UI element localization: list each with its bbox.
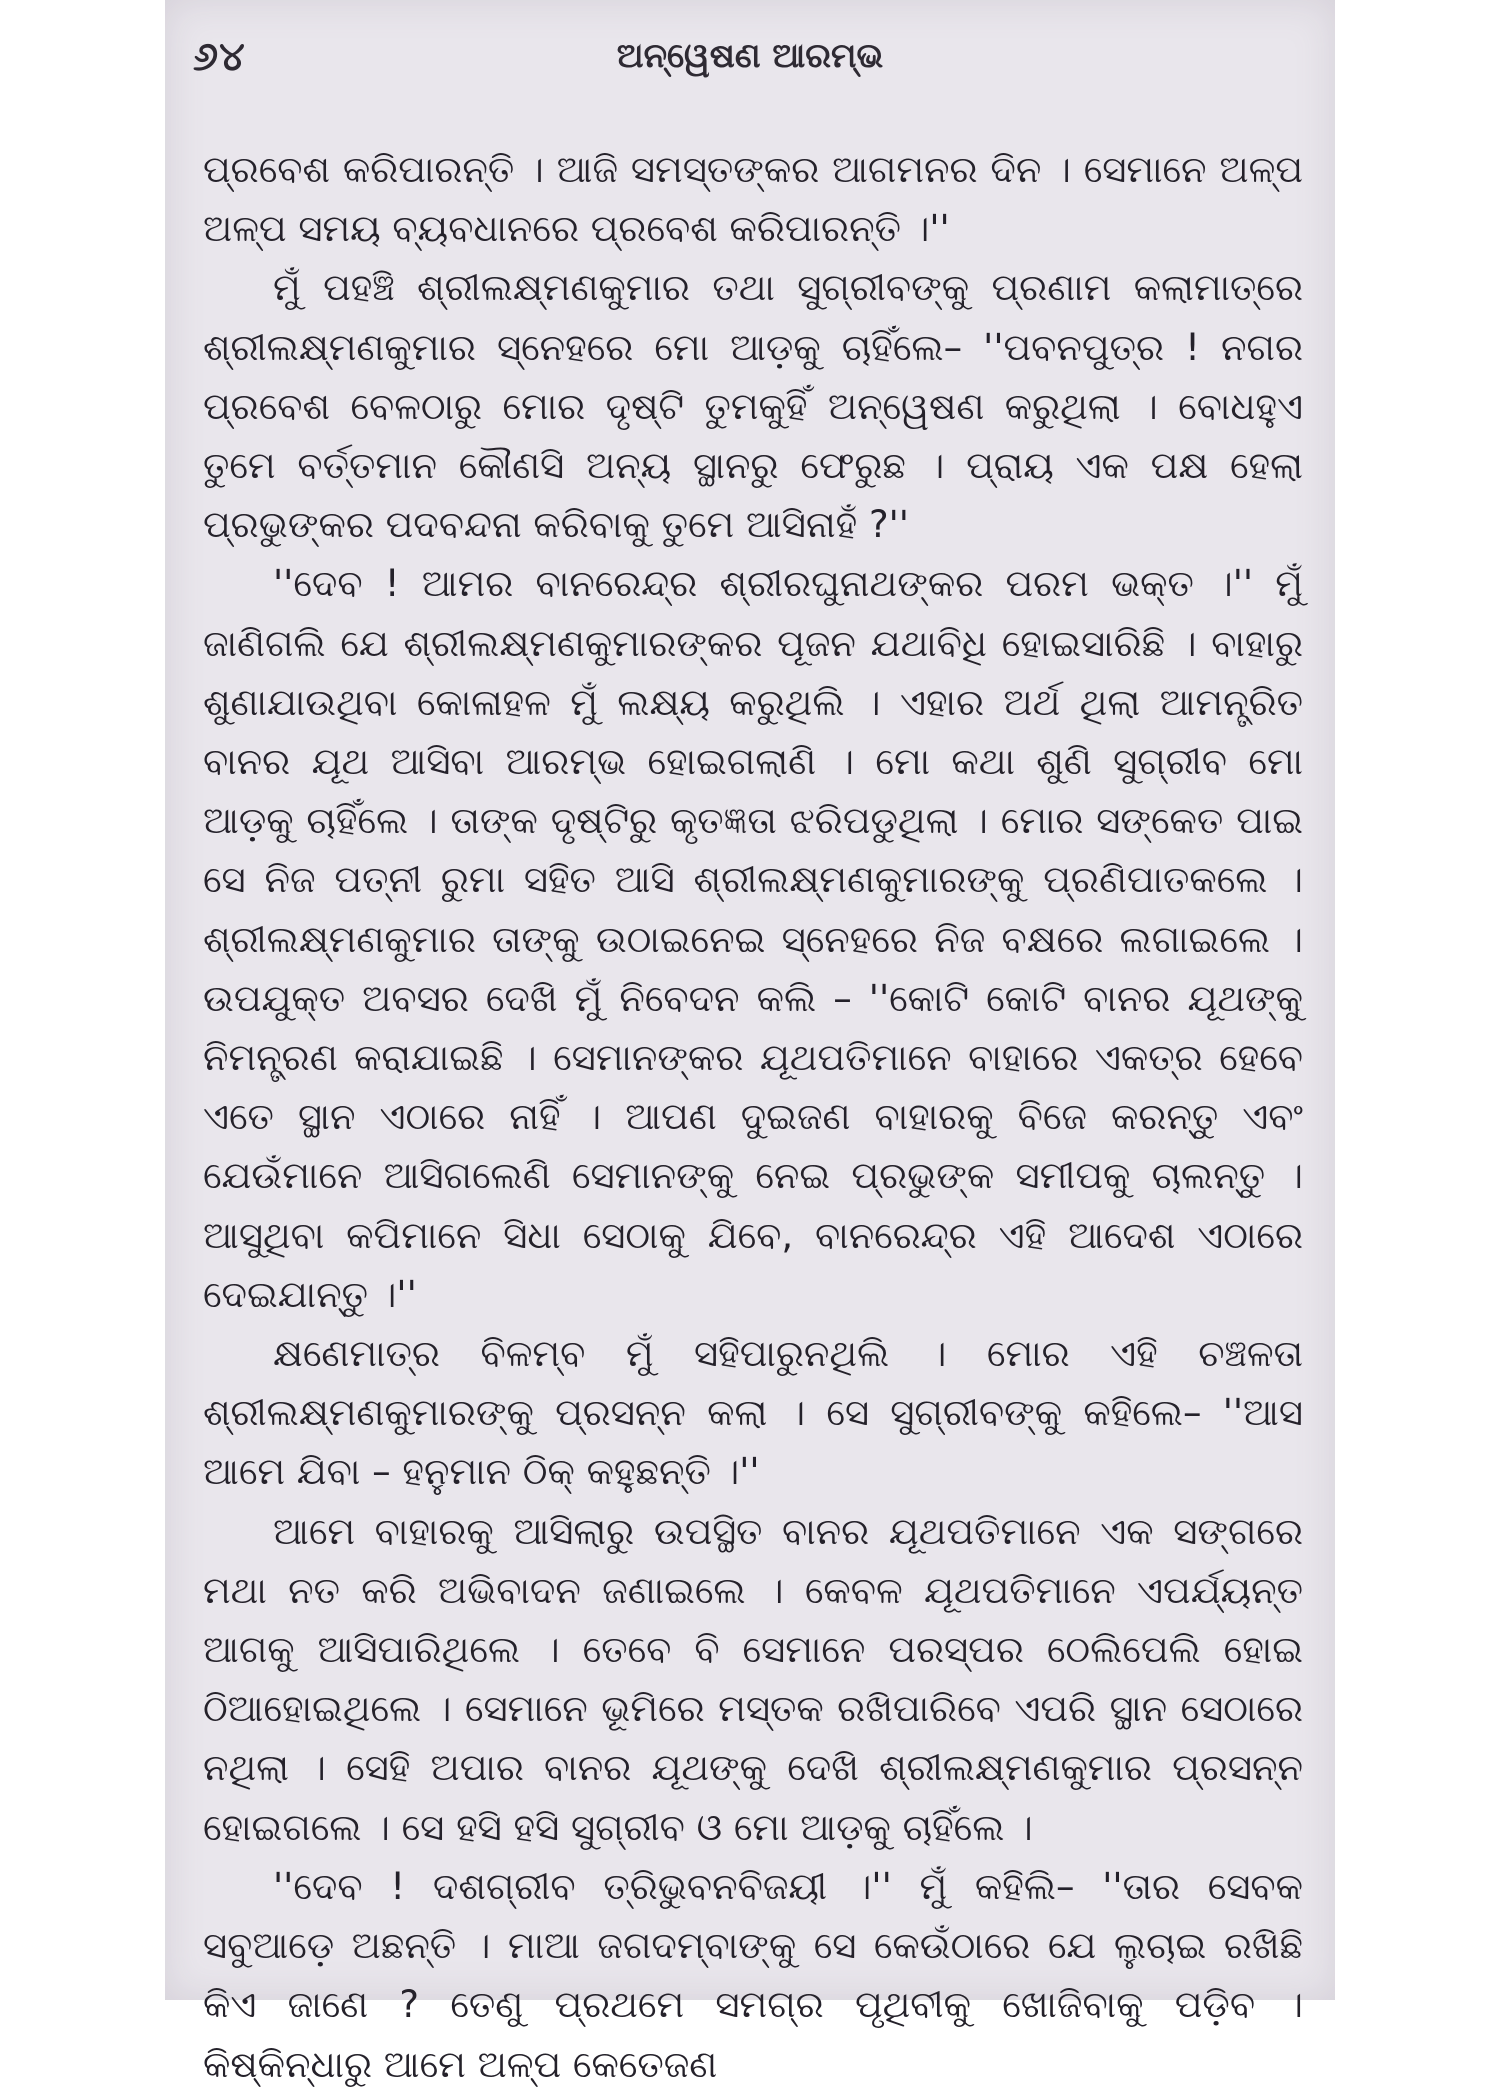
- paragraph: କ୍ଷଣେମାତ୍ର ବିଳମ୍ବ ମୁଁ ସହିପାରୁନଥିଲି । ମୋର ଏହି ଚଞ୍ଚଳତା ଶ୍ରୀଲକ୍ଷ୍ମଣକୁମାରଙ୍କୁ ପ୍ରସନ୍ନ କଲା । ସେ ସୁଗ୍ରୀବଙ୍କୁ କହିଲେ– ''ଆସ ଆମେ ଯିବା – ହନୁମାନ ଠିକ୍ କହୁଛନ୍ତି ।'': [203, 1332, 1303, 1494]
- paragraph: ଆମେ ବାହାରକୁ ଆସିଲାରୁ ଉପସ୍ଥିତ ବାନର ଯୂଥପତିମାନେ ଏକ ସଙ୍ଗରେ ମଥା ନତ କରି ଅଭିବାଦନ ଜଣାଇଲେ । କେବଳ ଯୂଥପତିମାନେ ଏପର୍ଯ୍ୟନ୍ତ ଆଗକୁ ଆସିପାରିଥିଲେ । ତେବେ ବି ସେମାନେ ପରସ୍ପର ଠେଲିପେଲି ହୋଇ ଠିଆହୋଇଥିଲେ । ସେମାନେ ଭୂମିରେ ମସ୍ତକ ରଖିପାରିବେ ଏପରି ସ୍ଥାନ ସେଠାରେ ନଥିଲା । ସେହି ଅପାର ବାନର ଯୂଥଙ୍କୁ ଦେଖି ଶ୍ରୀଲକ୍ଷ୍ମଣକୁମାର ପ୍ରସନ୍ନ ହୋଇଗଲେ । ସେ ହସି ହସି ସୁଗ୍ରୀବ ଓ ମୋ ଆଡ଼କୁ ଚାହିଁଲେ ।: [203, 1509, 1303, 1849]
- paragraph: ''ଦେବ ! ଆମର ବାନରେନ୍ଦ୍ର ଶ୍ରୀରଘୁନାଥଙ୍କର ପରମ ଭକ୍ତ ।'' ମୁଁ ଜାଣିଗଲି ଯେ ଶ୍ରୀଲକ୍ଷ୍ମଣକୁମାରଙ୍କର ପୂଜନ ଯଥାବିଧି ହୋଇସାରିଛି । ବାହାରୁ ଶୁଣାଯାଉଥିବା କୋଳାହଳ ମୁଁ ଲକ୍ଷ୍ୟ କରୁଥିଲି । ଏହାର ଅର୍ଥ ଥିଲା ଆମନ୍ତ୍ରିତ ବାନର ଯୂଥ ଆସିବା ଆରମ୍ଭ ହୋଇଗଲାଣି । ମୋ କଥା ଶୁଣି ସୁଗ୍ରୀବ ମୋ ଆଡ଼କୁ ଚାହିଁଲେ । ତାଙ୍କ ଦୃଷ୍ଟିରୁ କୃତଜ୍ଞତା ଝରିପଡୁଥିଲା । ମୋର ସଙ୍କେତ ପାଇ ସେ ନିଜ ପତ୍ନୀ ରୁମା ସହିତ ଆସି ଶ୍ରୀଲକ୍ଷ୍ମଣକୁମାରଙ୍କୁ ପ୍ରଣିପାତକଲେ । ଶ୍ରୀଲକ୍ଷ୍ମଣକୁମାର ତାଙ୍କୁ ଉଠାଇନେଇ ସ୍ନେହରେ ନିଜ ବକ୍ଷରେ ଲଗାଇଲେ । ଉପଯୁକ୍ତ ଅବସର ଦେଖି ମୁଁ ନିବେଦନ କଲି – ''କୋଟି କୋଟି ବାନର ଯୂଥଙ୍କୁ ନିମନ୍ତ୍ରଣ କରାଯାଇଛି । ସେମାନଙ୍କର ଯୂଥପତିମାନେ ବାହାରେ ଏକତ୍ର ହେବେ ଏତେ ସ୍ଥାନ ଏଠାରେ ନାହିଁ । ଆପଣ ଦୁଇଜଣ ବାହାରକୁ ବିଜେ କରନ୍ତୁ ଏବଂ ଯେଉଁମାନେ ଆସିଗଲେଣି ସେମାନଙ୍କୁ ନେଇ ପ୍ରଭୁଙ୍କ ସମୀପକୁ ଚାଲନ୍ତୁ । ଆସୁଥିବା କପିମାନେ ସିଧା ସେଠାକୁ ଯିବେ, ବାନରେନ୍ଦ୍ର ଏହି ଆଦେଶ ଏଠାରେ ଦେଇଯାନ୍ତୁ ।'': [203, 562, 1303, 1316]
- running-title: ଅନ୍ୱେଷଣ ଆରମ୍ଭ: [616, 36, 884, 76]
- paragraph: ପ୍ରବେଶ କରିପାରନ୍ତି । ଆଜି ସମସ୍ତଙ୍କର ଆଗମନର ଦିନ । ସେମାନେ ଅଳ୍ପ ଅଳ୍ପ ସମୟ ବ୍ୟବଧାନରେ ପ୍ରବେଶ କରିପାରନ୍ତି ।'': [203, 148, 1303, 251]
- page-number: ୬୪: [193, 34, 246, 80]
- page-header: [165, 28, 1335, 88]
- body-text: [203, 140, 1303, 2094]
- book-page: [165, 0, 1335, 2086]
- paragraph: ମୁଁ ପହଞ୍ଚି ଶ୍ରୀଲକ୍ଷ୍ମଣକୁମାର ତଥା ସୁଗ୍ରୀବଙ୍କୁ ପ୍ରଣାମ କଲାମାତ୍ରେ ଶ୍ରୀଲକ୍ଷ୍ମଣକୁମାର ସ୍ନେହରେ ମୋ ଆଡ଼କୁ ଚାହିଁଲେ– ''ପବନପୁତ୍ର ! ନଗର ପ୍ରବେଶ ବେଳଠାରୁ ମୋର ଦୃଷ୍ଟି ତୁମକୁହିଁ ଅନ୍ୱେଷଣ କରୁଥିଲା । ବୋଧହୁଏ ତୁମେ ବର୍ତ୍ତମାନ କୌଣସି ଅନ୍ୟ ସ୍ଥାନରୁ ଫେରୁଛ । ପ୍ରାୟ ଏକ ପକ୍ଷ ହେଲା ପ୍ରଭୁଙ୍କର ପଦବନ୍ଦନା କରିବାକୁ ତୁମେ ଆସିନାହଁ ?'': [203, 266, 1303, 547]
- paragraph: ''ଦେବ ! ଦଶଗ୍ରୀବ ତ୍ରିଭୁବନବିଜୟୀ ।'' ମୁଁ କହିଲି– ''ତାର ସେବକ ସବୁଆଡ଼େ ଅଛନ୍ତି । ମାଆ ଜଗଦମ୍ବାଙ୍କୁ ସେ କେଉଁଠାରେ ଯେ ଲୁଚାଇ ରଖିଛି କିଏ ଜାଣେ ? ତେଣୁ ପ୍ରଥମେ ସମଗ୍ର ପୃଥିବୀକୁ ଖୋଜିବାକୁ ପଡ଼ିବ । କିଷ୍କିନ୍ଧାରୁ ଆମେ ଅଳ୍ପ କେତେଜଣ: [203, 1864, 1303, 2086]
